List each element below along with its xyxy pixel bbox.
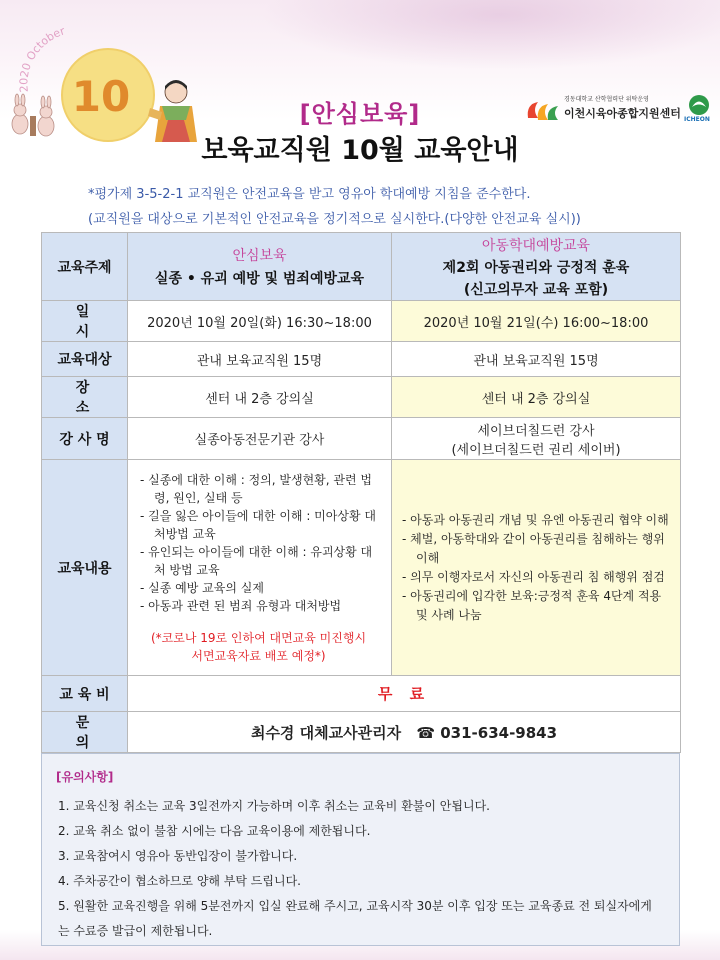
- page-title: 보육교직원 10월 교육안내: [201, 135, 519, 166]
- contact-value: [128, 712, 681, 753]
- topic-col2: [392, 233, 681, 301]
- icheon-logo-icon: [688, 94, 710, 116]
- icheon-logo-text: ICHEON: [684, 116, 710, 123]
- october-arc-text: 2020 October: [17, 24, 67, 93]
- content-col1-list: [140, 471, 377, 615]
- list-item: 4. 주차공간이 협소하므로 양해 부탁 드립니다.: [58, 874, 301, 888]
- label-lecturer: 강 사 명: [42, 418, 128, 460]
- list-item: - 길을 잃은 아이들에 대한 이해 : 미아상황 대처방법 교육: [140, 508, 376, 541]
- table-row: [42, 301, 681, 342]
- list-item: - 실종 예방 교육의 실제: [140, 580, 264, 595]
- table-row: [42, 418, 681, 460]
- date-col1: 2020년 10월 20일(화) 16:30~18:00: [128, 301, 392, 342]
- topic-col2-category: 아동학대예방교육: [481, 237, 591, 254]
- list-item: - 실종에 대한 이해 : 정의, 발생현황, 관련 법령, 원인, 실태 등: [140, 472, 372, 505]
- date-col2: 2020년 10월 21일(수) 16:00~18:00: [392, 301, 681, 342]
- org-name: 이천시육아종합지원센터: [564, 107, 681, 120]
- covid-notice: [140, 629, 377, 665]
- list-item: 3. 교육참여시 영유아 동반입장이 불가합니다.: [58, 849, 298, 863]
- list-item: - 아동과 관련 된 범죄 유형과 대처방법: [140, 598, 342, 613]
- topic-col2-title-sub: (신고의무자 교육 포함): [463, 281, 609, 298]
- label-date: 일 시: [42, 301, 128, 342]
- contact-phone: ☎ 031-634-9843: [416, 723, 558, 742]
- list-item: 1. 교육신청 취소는 교육 3일전까지 가능하며 이후 취소는 교육비 환불이 안됩니다.: [58, 799, 490, 813]
- notice-title: [유의사항]: [56, 770, 114, 784]
- topic-col1-title: 실종 • 유괴 예방 및 범죄예방교육: [154, 271, 365, 287]
- org-operator-text: 경동대학교 산학협력단 위탁운영: [564, 96, 649, 103]
- contact-name: 최수경 대체교사관리자: [250, 723, 402, 742]
- covid-notice-line1: (*코로나 19로 인하여 대면교육 미진행시: [150, 630, 367, 645]
- topic-col2-title: 제2회 아동권리와 긍정적 훈육: [442, 259, 630, 276]
- target-col2: 관내 보육교직원 15명: [392, 342, 681, 377]
- table-row: [42, 460, 681, 676]
- list-item: - 아동권리에 입각한 보육:긍정적 훈육 4단계 적용 및 사례 나눔: [402, 588, 662, 622]
- lecturer-col1: 실종아동전문기관 강사: [128, 418, 392, 460]
- list-item: - 아동과 아동권리 개념 및 유엔 아동권리 협약 이해: [402, 512, 669, 527]
- fee-value: 무 료: [128, 676, 681, 712]
- content-col2: [392, 460, 681, 676]
- org-logo-icon: [524, 96, 562, 126]
- evaluation-note: *평가제 3-5-2-1 교직원은 안전교육을 받고 영유아 학대예방 지침을 준수한다.: [88, 187, 531, 202]
- education-info-table: [41, 232, 681, 753]
- list-item: - 체벌, 아동학대와 같이 아동권리를 침해하는 행위 이해: [402, 531, 665, 565]
- place-col1: 센터 내 2층 강의실: [128, 377, 392, 418]
- lecturer-col2-line2: (세이브더칠드런 권리 세이버): [451, 442, 621, 458]
- table-row: [42, 342, 681, 377]
- covid-notice-line2: 서면교육자료 배포 예정*): [191, 648, 326, 663]
- org-logo-block: [524, 92, 720, 128]
- content-col2-list: [402, 511, 670, 625]
- table-row: [42, 676, 681, 712]
- label-contact: 문 의: [42, 712, 128, 753]
- list-item: 2. 교육 취소 없이 불참 시에는 다음 교육이용에 제한됩니다.: [58, 824, 371, 838]
- notice-box: [41, 753, 680, 946]
- place-col2: 센터 내 2층 강의실: [392, 377, 681, 418]
- lecturer-col2: [392, 418, 681, 460]
- page-subtitle: [안심보육]: [299, 100, 421, 128]
- label-fee: 교 육 비: [42, 676, 128, 712]
- label-target: 교육대상: [42, 342, 128, 377]
- notice-list: [58, 794, 658, 944]
- evaluation-note-detail: (교직원을 대상으로 기본적인 안전교육을 정기적으로 실시한다.(다양한 안전교육 실시)): [88, 212, 581, 227]
- label-content: 교육내용: [42, 460, 128, 676]
- target-col1: 관내 보육교직원 15명: [128, 342, 392, 377]
- list-item: - 의무 이행자로서 자신의 아동권리 침 해행위 점검: [402, 569, 665, 584]
- table-row: [42, 233, 681, 301]
- lecturer-col2-line1: 세이브더칠드런 강사: [477, 423, 595, 439]
- content-col1: [128, 460, 392, 676]
- topic-col1: [128, 233, 392, 301]
- list-item: - 유인되는 아이들에 대한 이해 : 유괴상황 대 처 방법 교육: [140, 544, 373, 577]
- table-row: [42, 377, 681, 418]
- topic-col1-category: 안심보육: [232, 248, 287, 264]
- list-item: 5. 원활한 교육진행을 위해 5분전까지 입실 완료해 주시고, 교육시작 30분 이후 입장 또는 교육종료 전 퇴실자에게는 수료증 발급이 제한됩니다.: [58, 899, 652, 938]
- label-topic: 교육주제: [42, 233, 128, 301]
- label-place: 장 소: [42, 377, 128, 418]
- table-row: [42, 712, 681, 753]
- month-number: 10: [71, 72, 131, 121]
